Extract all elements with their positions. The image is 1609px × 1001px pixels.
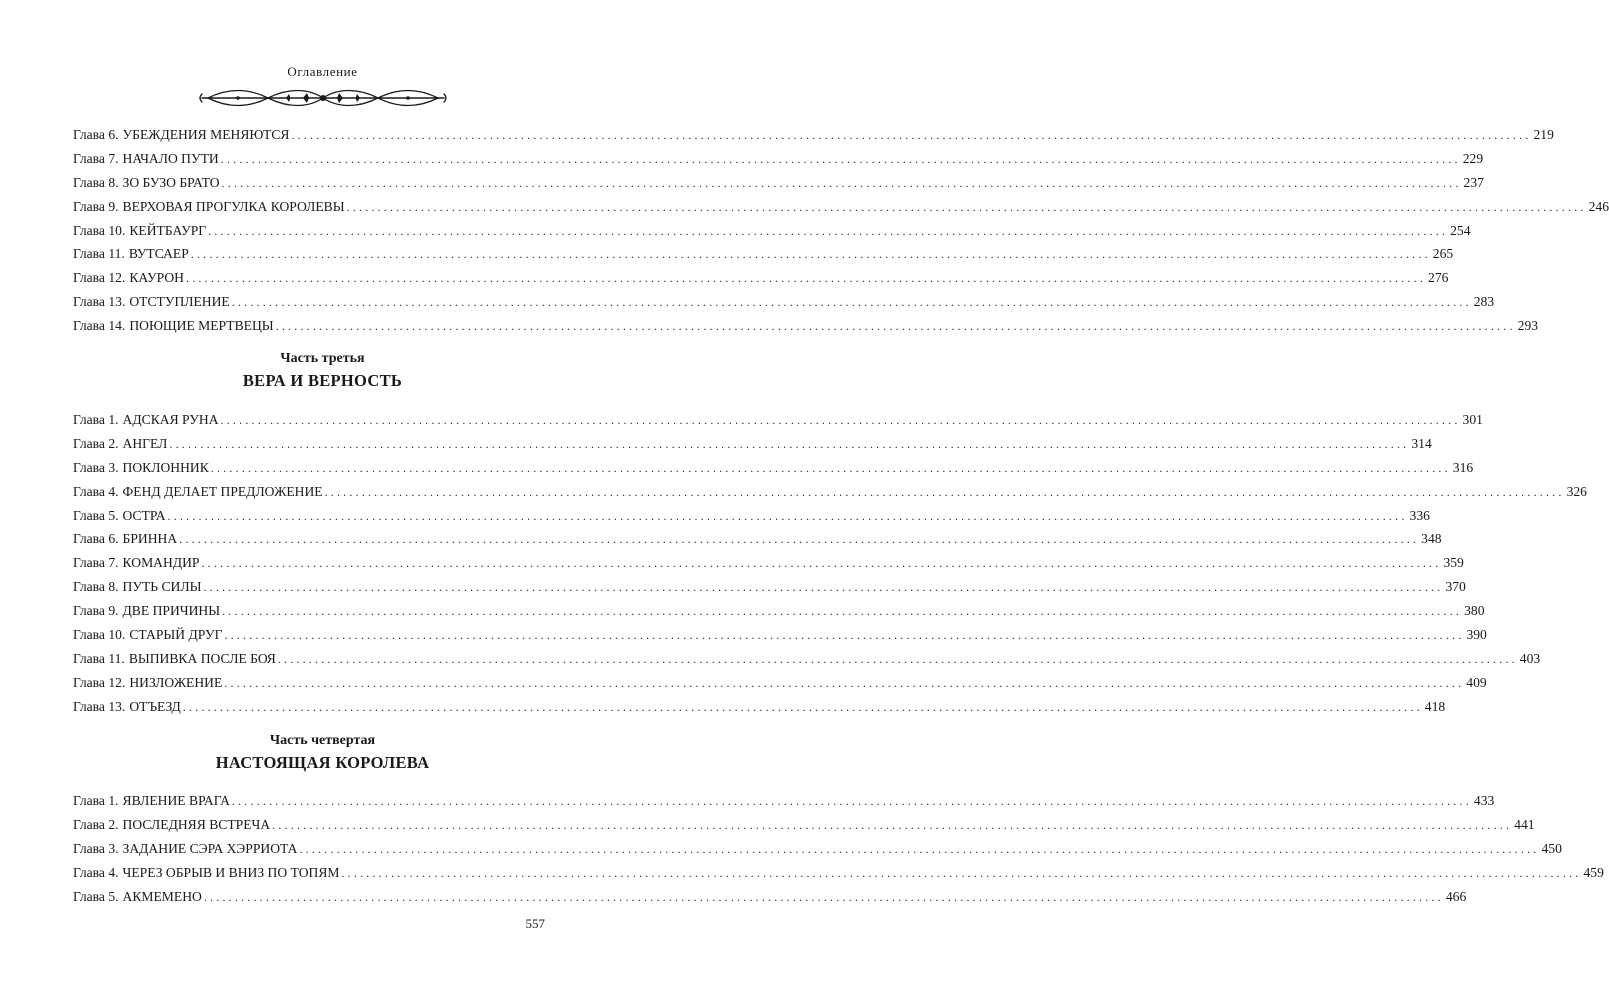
chapter-title: ФЕНД ДЕЛАЕТ ПРЕДЛОЖЕНИЕ [122, 483, 323, 499]
toc-entry [73, 198, 1609, 223]
dot-leader: ........................................................................................................................................................................................................ [341, 865, 1582, 880]
chapter-page-number: 348 [1421, 531, 1442, 547]
part-three-subtitle: Часть третья [280, 351, 365, 366]
toc-entry [73, 840, 1562, 865]
toc-part-four-list [73, 793, 1604, 912]
chapter-label: Глава 13. [73, 294, 126, 310]
chapter-page-number: 418 [1424, 698, 1446, 714]
chapter-label: Глава 14. [73, 318, 126, 334]
dot-leader: ........................................................................................................................................................................................................ [203, 580, 1444, 595]
toc-entry [73, 816, 1535, 841]
chapter-title: АДСКАЯ РУНА [122, 412, 219, 427]
chapter-page-number: 246 [1588, 198, 1609, 214]
vine-divider-icon [198, 86, 448, 110]
toc-entry [73, 864, 1604, 889]
toc-entry [73, 627, 1487, 651]
dot-leader: ........................................................................................................................................................................................................ [272, 817, 1513, 832]
part-three-title: ВЕРА И ВЕРНОСТЬ [242, 371, 403, 390]
page-number: 557 [525, 916, 545, 931]
chapter-label: Глава 4. [73, 483, 119, 499]
chapter-label: Глава 7. [73, 150, 119, 166]
dot-leader: ........................................................................................................................................................................................................ [210, 460, 1451, 475]
toc-entry [73, 579, 1466, 603]
toc-entry [73, 318, 1539, 342]
dot-leader: ........................................................................................................................................................................................................ [208, 223, 1449, 238]
toc-entry [73, 270, 1449, 294]
toc-entry [73, 507, 1430, 532]
chapter-title: СТАРЫЙ ДРУГ [129, 627, 223, 643]
dot-leader: ........................................................................................................................................................................................................ [324, 484, 1565, 499]
chapter-label: Глава 12. [73, 674, 126, 690]
dot-leader: ........................................................................................................................................................................................................ [221, 175, 1462, 190]
chapter-title: КЕЙТБАУРГ [129, 222, 207, 238]
chapter-page-number: 265 [1432, 246, 1454, 262]
chapter-label: Глава 11. [73, 246, 125, 262]
chapter-label: Глава 5. [73, 888, 119, 904]
chapter-title: АНГЕЛ [122, 435, 168, 451]
dot-leader: ........................................................................................................................................................................................................ [299, 841, 1540, 856]
chapter-page-number: 237 [1463, 174, 1484, 190]
chapter-title: ОТСТУПЛЕНИЕ [129, 294, 230, 310]
running-head: Оглавление [287, 64, 358, 79]
chapter-title: БРИННА [122, 531, 178, 547]
chapter-page-number: 390 [1466, 627, 1487, 643]
dot-leader: ........................................................................................................................................................................................................ [182, 699, 1423, 714]
chapter-title: ПОСЛЕДНЯЯ ВСТРЕЧА [122, 816, 271, 832]
chapter-label: Глава 13. [73, 698, 126, 714]
dot-leader: ........................................................................................................................................................................................................ [201, 556, 1442, 571]
chapter-page-number: 254 [1450, 222, 1471, 238]
dot-leader: ........................................................................................................................................................................................................ [277, 651, 1518, 666]
chapter-title: НИЗЛОЖЕНИЕ [129, 674, 223, 690]
chapter-title: ДВЕ ПРИЧИНЫ [122, 603, 221, 619]
chapter-page-number: 450 [1541, 840, 1562, 856]
toc-part-three-list [73, 412, 1587, 723]
chapter-label: Глава 10. [73, 627, 126, 643]
chapter-page-number: 459 [1583, 864, 1604, 880]
toc-entry [73, 127, 1554, 151]
dot-leader: ........................................................................................................................................................................................................ [224, 675, 1465, 690]
toc-entry [73, 294, 1495, 318]
chapter-label: Глава 9. [73, 198, 119, 214]
toc-entry [73, 459, 1474, 484]
chapter-title: ОСТРА [122, 507, 166, 523]
dot-leader: ........................................................................................................................................................................................................ [224, 628, 1465, 643]
chapter-title: ОТЪЕЗД [129, 698, 181, 714]
chapter-label: Глава 2. [73, 435, 119, 451]
chapter-label: Глава 12. [73, 270, 126, 286]
chapter-label: Глава 3. [73, 840, 119, 856]
dot-leader: ........................................................................................................................................................................................................ [186, 271, 1427, 286]
chapter-title: ЧЕРЕЗ ОБРЫВ И ВНИЗ ПО ТОПЯМ [122, 864, 340, 880]
toc-entry [73, 603, 1485, 627]
dot-leader: ........................................................................................................................................................................................................ [220, 151, 1461, 166]
chapter-label: Глава 2. [73, 816, 119, 832]
dot-leader: ........................................................................................................................................................................................................ [167, 508, 1408, 523]
chapter-label: Глава 1. [73, 793, 119, 808]
dot-leader: ........................................................................................................................................................................................................ [231, 295, 1472, 310]
chapter-label: Глава 9. [73, 603, 119, 619]
toc-entry [73, 150, 1484, 175]
chapter-label: Глава 4. [73, 864, 119, 880]
chapter-page-number: 219 [1533, 127, 1554, 142]
toc-entry [73, 650, 1541, 675]
chapter-page-number: 276 [1428, 270, 1449, 286]
dot-leader: ........................................................................................................................................................................................................ [190, 247, 1431, 262]
part-four-heading [0, 733, 645, 773]
chapter-page-number: 336 [1409, 507, 1430, 523]
chapter-title: ЗАДАНИЕ СЭРА ХЭРРИОТА [122, 840, 298, 856]
chapter-label: Глава 1. [73, 412, 119, 427]
toc-entry [73, 698, 1446, 723]
chapter-page-number: 229 [1462, 150, 1484, 166]
chapter-page-number: 380 [1464, 603, 1485, 619]
chapter-title: ПОКЛОННИК [122, 459, 209, 475]
toc-entry [73, 793, 1495, 817]
chapter-label: Глава 8. [73, 579, 119, 595]
chapter-page-number: 433 [1473, 793, 1495, 808]
chapter-label: Глава 7. [73, 555, 119, 571]
chapter-page-number: 316 [1452, 459, 1474, 475]
chapter-title: КАУРОН [129, 270, 185, 286]
chapter-page-number: 466 [1445, 888, 1467, 904]
toc-entry [73, 412, 1483, 436]
chapter-title: ВЕРХОВАЯ ПРОГУЛКА КОРОЛЕВЫ [122, 198, 345, 214]
chapter-label: Глава 11. [73, 650, 125, 666]
dot-leader: ........................................................................................................................................................................................................ [231, 794, 1472, 808]
toc-entry [73, 674, 1487, 699]
chapter-title: ВЫПИВКА ПОСЛЕ БОЯ [128, 650, 276, 666]
chapter-title: ВУТСАЕР [128, 246, 189, 262]
chapter-page-number: 441 [1514, 816, 1535, 832]
chapter-page-number: 403 [1519, 650, 1541, 666]
toc-entry [73, 555, 1464, 579]
chapter-label: Глава 3. [73, 459, 119, 475]
chapter-page-number: 301 [1462, 412, 1483, 427]
chapter-label: Глава 5. [73, 507, 119, 523]
dot-leader: ........................................................................................................................................................................................................ [169, 436, 1410, 451]
chapter-page-number: 409 [1466, 674, 1487, 690]
chapter-page-number: 359 [1443, 555, 1464, 571]
chapter-title: АКМЕМЕНО [122, 888, 202, 904]
dot-leader: ........................................................................................................................................................................................................ [220, 413, 1461, 427]
toc-entry [73, 246, 1454, 270]
toc-entry [73, 531, 1442, 555]
toc-entry [73, 888, 1467, 913]
chapter-title: УБЕЖДЕНИЯ МЕНЯЮТСЯ [122, 127, 290, 142]
chapter-page-number: 370 [1445, 579, 1466, 595]
chapter-label: Глава 6. [73, 531, 119, 547]
toc-entry [73, 222, 1471, 247]
chapter-label: Глава 6. [73, 127, 119, 142]
chapter-page-number: 314 [1411, 435, 1432, 451]
dot-leader: ........................................................................................................................................................................................................ [346, 199, 1587, 214]
chapter-title: НАЧАЛО ПУТИ [122, 150, 219, 166]
chapter-title: ЯВЛЕНИЕ ВРАГА [122, 793, 230, 808]
dot-leader: ........................................................................................................................................................................................................ [203, 889, 1444, 904]
dot-leader: ........................................................................................................................................................................................................ [291, 128, 1532, 142]
part-three-heading [0, 351, 645, 391]
dot-leader: ........................................................................................................................................................................................................ [275, 319, 1516, 334]
toc-continued-list [73, 127, 1609, 342]
chapter-page-number: 326 [1566, 483, 1587, 499]
chapter-title: ПОЮЩИЕ МЕРТВЕЦЫ [129, 318, 274, 334]
toc-entry [73, 483, 1587, 508]
chapter-page-number: 283 [1473, 294, 1495, 310]
chapter-label: Глава 8. [73, 174, 119, 190]
toc-entry [73, 435, 1432, 460]
part-four-title: НАСТОЯЩАЯ КОРОЛЕВА [215, 753, 430, 772]
toc-entry [73, 174, 1484, 199]
chapter-label: Глава 10. [73, 222, 126, 238]
chapter-page-number: 293 [1517, 318, 1539, 334]
chapter-title: ПУТЬ СИЛЫ [122, 579, 202, 595]
chapter-title: ЗО БУЗО БРАТО [122, 174, 220, 190]
dot-leader: ........................................................................................................................................................................................................ [179, 532, 1420, 547]
chapter-title: КОМАНДИР [122, 555, 200, 571]
part-four-subtitle: Часть четвертая [269, 733, 376, 748]
dot-leader: ........................................................................................................................................................................................................ [222, 604, 1463, 619]
